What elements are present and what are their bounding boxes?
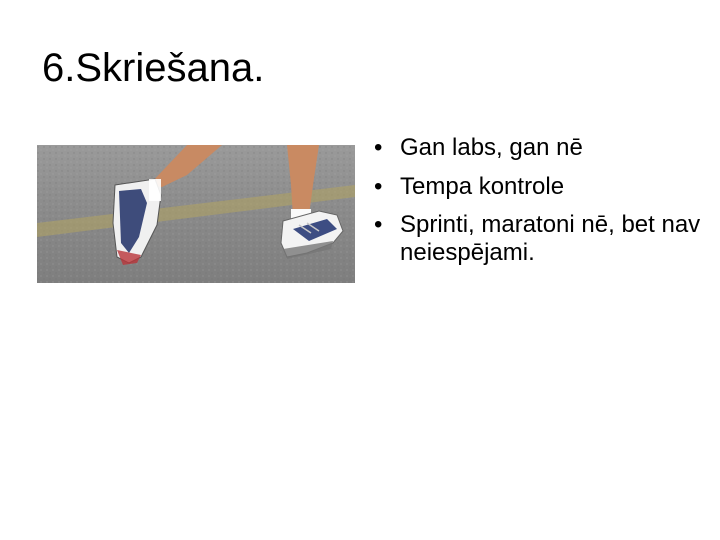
- bullet-item: [374, 172, 704, 202]
- bullet-dot: •: [374, 173, 383, 200]
- bullet-text: Sprinti, maratoni nē, bet nav neiespējami.: [400, 211, 701, 266]
- bullet-text: Tempa kontrole: [400, 173, 565, 200]
- bullet-dot: •: [374, 211, 383, 238]
- bullet-list: [374, 133, 704, 267]
- bullet-text: Gan labs, gan nē: [400, 134, 583, 161]
- bullet-item: [374, 211, 704, 267]
- slide-title: 6.Skriešana.: [42, 46, 265, 90]
- bullet-dot: •: [374, 134, 383, 161]
- running-legs-icon: [37, 145, 355, 283]
- running-photo: [37, 145, 355, 283]
- bullet-item: [374, 133, 704, 163]
